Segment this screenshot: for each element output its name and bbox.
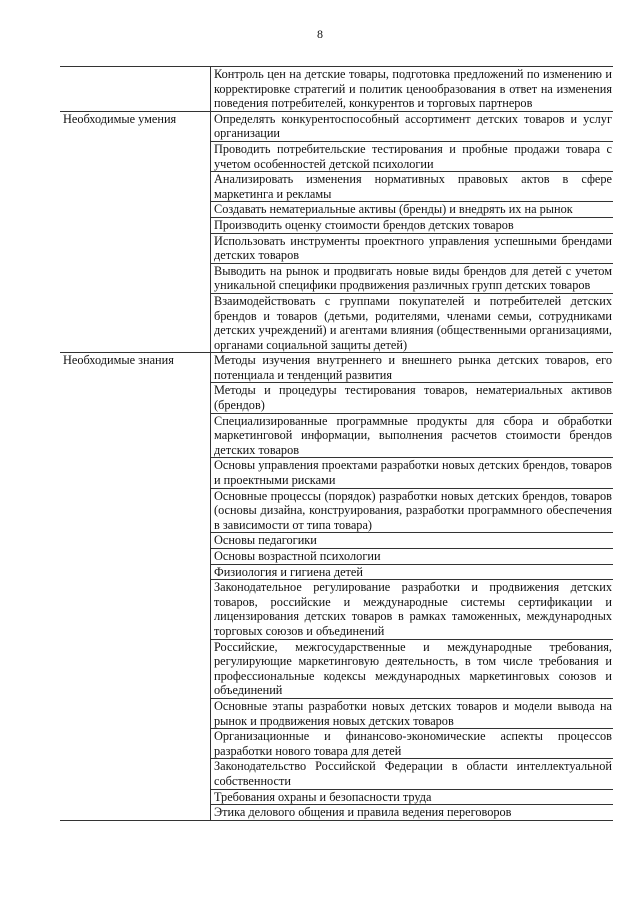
requirement-text: Методы и процедуры тестирования товаров, нематериальных активов (брендов) bbox=[214, 383, 612, 413]
requirement-text: Основы возрастной психологии bbox=[214, 549, 381, 563]
requirement-item bbox=[211, 202, 614, 218]
requirement-item bbox=[211, 263, 614, 293]
requirement-item bbox=[211, 67, 614, 112]
requirement-item bbox=[211, 172, 614, 202]
requirement-text: Проводить потребительские тестирования и пробные продажи товара с учетом особенностей детской психологии bbox=[214, 141, 612, 171]
requirement-item bbox=[211, 580, 614, 639]
requirement-item bbox=[211, 549, 614, 565]
requirement-text: Методы изучения внутреннего и внешнего рынка детских товаров, его потенциала и тенденций развития bbox=[214, 353, 612, 382]
table-row bbox=[60, 263, 613, 293]
requirement-text: Законодательное регулирование разработки и продвижения детских товаров, российские и международные системы сертификации и лицензирования детских товаров в рамках таможенных, международных торговых союзов и объединений bbox=[214, 580, 612, 638]
table-row bbox=[60, 172, 613, 202]
requirement-item bbox=[211, 698, 614, 728]
section-label bbox=[60, 141, 211, 171]
table-row bbox=[60, 564, 613, 580]
table-row bbox=[60, 789, 613, 805]
table-row bbox=[60, 202, 613, 218]
section-label bbox=[60, 564, 211, 580]
section-label: Необходимые умения bbox=[60, 111, 211, 141]
requirement-item bbox=[211, 805, 614, 821]
section-label bbox=[60, 413, 211, 458]
page-number: 8 bbox=[317, 27, 323, 41]
section-label bbox=[60, 263, 211, 293]
section-label bbox=[60, 488, 211, 533]
table-row bbox=[60, 353, 613, 383]
requirement-text: Основные процессы (порядок) разработки новых детских брендов, товаров (основы дизайна, конструирования, разработки программного обеспечения в зависимости от типа товара) bbox=[214, 488, 612, 532]
table-row bbox=[60, 383, 613, 413]
spec-table-body bbox=[60, 67, 613, 821]
table-row bbox=[60, 729, 613, 759]
requirement-item bbox=[211, 383, 614, 413]
requirement-item bbox=[211, 564, 614, 580]
section-label bbox=[60, 759, 211, 789]
table-row bbox=[60, 488, 613, 533]
requirement-text: Организационные и финансово-экономические аспекты процессов разработки нового товара для детей bbox=[214, 729, 612, 758]
requirement-item bbox=[211, 217, 614, 233]
section-label bbox=[60, 293, 211, 352]
requirement-item bbox=[211, 233, 614, 263]
requirement-item bbox=[211, 533, 614, 549]
requirement-text: Законодательство Российской Федерации в области интеллектуальной собственности bbox=[214, 759, 612, 788]
table-row bbox=[60, 639, 613, 698]
requirement-text: Основные этапы разработки новых детских товаров и модели вывода на рынок и продвижения новых детских товаров bbox=[214, 698, 612, 728]
table-row bbox=[60, 549, 613, 565]
requirement-text: Физиология и гигиена детей bbox=[214, 564, 363, 579]
section-label bbox=[60, 383, 211, 413]
requirement-text: Взаимодействовать с группами покупателей и потребителей детских брендов и товаров (детьми, родителями, членами семьи, сотрудниками детских учреждений) и агентами влияния (общественными организациями, органами социальной защиты детей) bbox=[214, 293, 612, 352]
table-row bbox=[60, 217, 613, 233]
section-label bbox=[60, 549, 211, 565]
table-row bbox=[60, 458, 613, 488]
requirement-text: Этика делового общения и правила ведения переговоров bbox=[214, 805, 512, 820]
section-label bbox=[60, 805, 211, 821]
section-label bbox=[60, 67, 211, 112]
section-label: Необходимые знания bbox=[60, 353, 211, 383]
table-row bbox=[60, 293, 613, 352]
section-label bbox=[60, 233, 211, 263]
requirement-item bbox=[211, 789, 614, 805]
requirement-item bbox=[211, 488, 614, 533]
table-row bbox=[60, 759, 613, 789]
requirement-text: Производить оценку стоимости брендов детских товаров bbox=[214, 217, 514, 232]
section-label bbox=[60, 533, 211, 549]
section-label bbox=[60, 639, 211, 698]
requirement-text: Выводить на рынок и продвигать новые виды брендов для детей с учетом уникальной специфики продвижения различных групп детских товаров bbox=[214, 263, 612, 293]
section-label bbox=[60, 202, 211, 218]
requirement-text: Анализировать изменения нормативных правовых актов в сфере маркетинга и рекламы bbox=[214, 172, 612, 201]
section-label bbox=[60, 217, 211, 233]
table-row bbox=[60, 413, 613, 458]
table-row bbox=[60, 805, 613, 821]
section-label bbox=[60, 698, 211, 728]
section-label bbox=[60, 580, 211, 639]
requirement-text: Основы педагогики bbox=[214, 533, 317, 548]
table-row bbox=[60, 233, 613, 263]
section-label bbox=[60, 789, 211, 805]
requirement-text: Контроль цен на детские товары, подготовка предложений по изменению и корректировке стратегий и политик ценообразования в ответ на изменения поведения потребителей, конкурентов и торговых партнеров bbox=[214, 67, 612, 111]
table-row bbox=[60, 141, 613, 171]
section-label bbox=[60, 172, 211, 202]
requirement-item bbox=[211, 639, 614, 698]
section-label bbox=[60, 729, 211, 759]
table-row bbox=[60, 698, 613, 728]
requirement-item bbox=[211, 141, 614, 171]
requirement-text: Требования охраны и безопасности труда bbox=[214, 789, 432, 804]
requirement-text: Использовать инструменты проектного управления успешными брендами детских товаров bbox=[214, 233, 612, 263]
requirement-item bbox=[211, 458, 614, 488]
section-label bbox=[60, 458, 211, 488]
table-row bbox=[60, 580, 613, 639]
requirement-text: Определять конкурентоспособный ассортимент детских товаров и услуг организации bbox=[214, 111, 612, 141]
table-row bbox=[60, 533, 613, 549]
spec-table bbox=[60, 66, 613, 821]
requirement-text: Создавать нематериальные активы (бренды) и внедрять их на рынок bbox=[214, 202, 573, 217]
requirement-item bbox=[211, 353, 614, 383]
requirement-item bbox=[211, 111, 614, 141]
table-row bbox=[60, 67, 613, 112]
requirement-text: Российские, межгосударственные и международные требования, регулирующие маркетинговую деятельность, в том числе требования и профессиональные кодексы международных маркетинговых союзов и объединений bbox=[214, 639, 612, 698]
requirement-text: Специализированные программные продукты для сбора и обработки маркетинговой информации, выполнения расчетов стоимости брендов детских товаров bbox=[214, 413, 612, 457]
requirement-text: Основы управления проектами разработки новых детских брендов, товаров и проектными рисками bbox=[214, 458, 612, 488]
requirement-item bbox=[211, 413, 614, 458]
table-row bbox=[60, 111, 613, 141]
requirement-item bbox=[211, 293, 614, 352]
requirement-item bbox=[211, 729, 614, 759]
requirement-item bbox=[211, 759, 614, 789]
